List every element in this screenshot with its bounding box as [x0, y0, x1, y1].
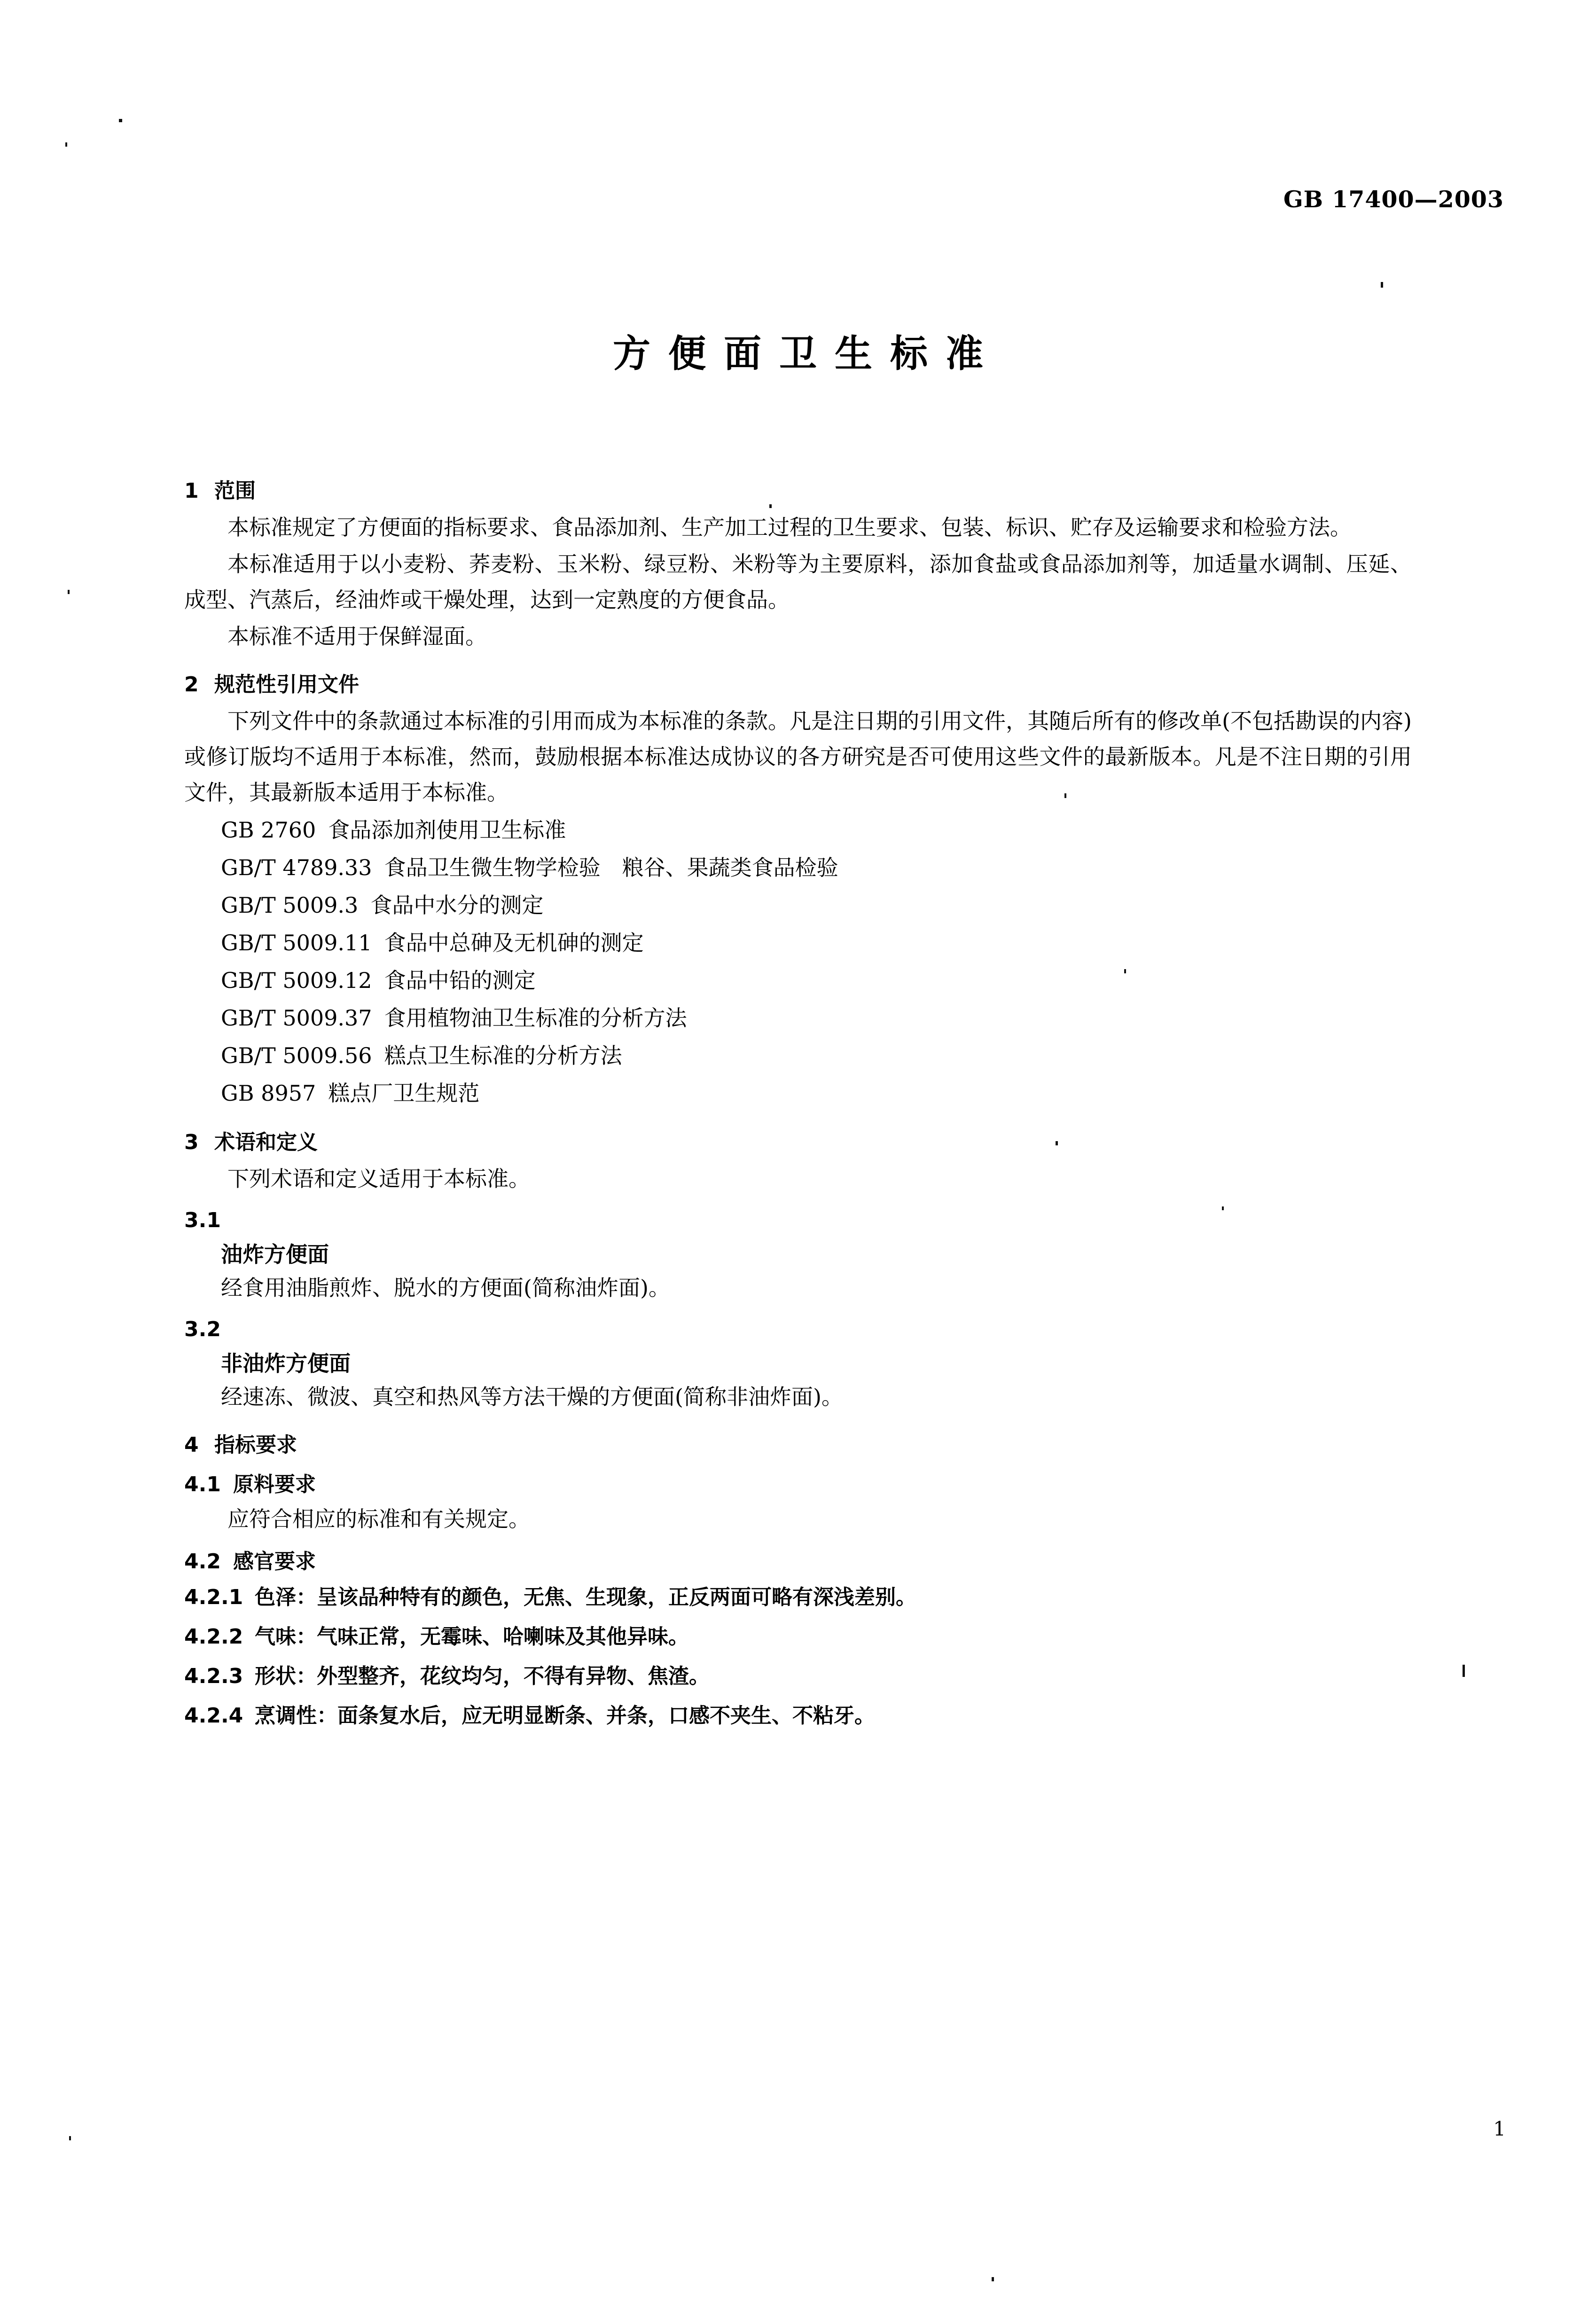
clause-number: 4.2.4	[184, 1704, 243, 1728]
section-heading-4	[184, 1431, 1412, 1460]
reference-item	[184, 811, 1412, 849]
reference-code: GB/T 5009.56	[221, 1043, 372, 1068]
section-1-paragraph-2: 本标准适用于以小麦粉、荞麦粉、玉米粉、绿豆粉、米粉等为主要原料，添加食盐或食品添加剂等，加适量水调制、压延、成型、汽蒸后，经油炸或干燥处理，达到一定熟度的方便食品。	[184, 551, 1412, 612]
clause-text: 色泽：呈该品种特有的颜色，无焦、生现象，正反两面可略有深浅差别。	[255, 1585, 916, 1609]
section-number-1: 1	[184, 479, 199, 503]
reference-title: 食品添加剂使用卫生标准	[328, 817, 566, 843]
reference-item	[184, 1074, 1412, 1112]
document-body	[184, 461, 1412, 1734]
term-label-3-2: 非油炸方便面	[221, 1351, 351, 1376]
reference-code: GB/T 5009.11	[221, 930, 372, 955]
reference-code: GB/T 5009.37	[221, 1005, 372, 1031]
term-definition-3-1: 经食用油脂煎炸、脱水的方便面(简称油炸面)。	[221, 1275, 670, 1300]
reference-title: 糕点卫生标准的分析方法	[384, 1043, 622, 1068]
reference-item	[184, 849, 1412, 886]
clause-number: 4.2.1	[184, 1585, 243, 1609]
scan-speck	[65, 142, 67, 147]
reference-item	[184, 1037, 1412, 1074]
subsection-title-4-1: 原料要求	[233, 1472, 316, 1496]
subsection-heading-4-1	[184, 1470, 1412, 1499]
subsection-number-4-2: 4.2	[184, 1550, 221, 1574]
section-1-paragraph-1: 本标准规定了方便面的指标要求、食品添加剂、生产加工过程的卫生要求、包装、标识、贮存及运输要求和检验方法。	[227, 515, 1352, 540]
subsection-number-4-1: 4.1	[184, 1472, 221, 1496]
reference-code: GB 2760	[221, 817, 316, 843]
section-heading-2	[184, 670, 1412, 699]
reference-title: 食品中铅的测定	[384, 968, 536, 993]
reference-code: GB/T 4789.33	[221, 855, 372, 880]
clause-number-3-1: 3.1	[184, 1208, 221, 1232]
section-number-4: 4	[184, 1433, 199, 1457]
clause-number: 4.2.3	[184, 1664, 243, 1688]
section-heading-1	[184, 477, 1412, 506]
clause-number: 4.2.2	[184, 1625, 243, 1649]
scan-speck	[119, 119, 122, 122]
section-title-4: 指标要求	[214, 1433, 297, 1457]
clause-text: 形状：外型整齐，花纹均匀，不得有异物、焦渣。	[255, 1664, 710, 1688]
standard-code-header: GB 17400—2003	[1283, 186, 1504, 213]
section-title-3: 术语和定义	[214, 1130, 318, 1154]
term-definition-3-2: 经速冻、微波、真空和热风等方法干燥的方便面(简称非油炸面)。	[221, 1384, 843, 1409]
subsection-4-1-paragraph: 应符合相应的标准和有关规定。	[227, 1506, 530, 1532]
scan-speck	[1463, 1665, 1465, 1677]
scan-speck	[69, 2136, 71, 2140]
clause-item-4-2-1	[184, 1579, 1412, 1616]
subsection-title-4-2: 感官要求	[233, 1550, 316, 1574]
section-3-paragraph-1: 下列术语和定义适用于本标准。	[227, 1166, 530, 1191]
section-title-2: 规范性引用文件	[214, 673, 359, 697]
clause-text: 气味：气味正常，无霉味、哈喇味及其他异味。	[255, 1625, 689, 1649]
section-title-1: 范围	[214, 479, 256, 503]
section-1-paragraph-3: 本标准不适用于保鲜湿面。	[227, 624, 487, 649]
reference-item	[184, 999, 1412, 1037]
reference-item	[184, 924, 1412, 962]
scan-speck	[1381, 282, 1383, 288]
page-title: 方便面卫生标准	[613, 332, 1001, 376]
scan-speck	[68, 590, 70, 594]
reference-title: 食品卫生微生物学检验 粮谷、果蔬类食品检验	[384, 855, 838, 880]
section-number-2: 2	[184, 673, 199, 697]
clause-text: 烹调性：面条复水后，应无明显断条、并条，口感不夹生、不粘牙。	[255, 1704, 875, 1728]
reference-code: GB/T 5009.12	[221, 968, 372, 993]
clause-item-4-2-2	[184, 1619, 1412, 1655]
reference-item	[184, 962, 1412, 999]
clause-number-3-2: 3.2	[184, 1317, 221, 1341]
reference-item	[184, 886, 1412, 924]
section-number-3: 3	[184, 1130, 199, 1154]
reference-code: GB/T 5009.3	[221, 893, 359, 918]
subsection-heading-4-2	[184, 1547, 1412, 1576]
scan-speck	[992, 2277, 994, 2281]
reference-title: 食品中水分的测定	[370, 893, 544, 918]
clause-item-4-2-4	[184, 1698, 1412, 1734]
reference-title: 食品中总砷及无机砷的测定	[384, 930, 644, 955]
clause-item-4-2-3	[184, 1658, 1412, 1695]
reference-title: 食用植物油卫生标准的分析方法	[384, 1005, 687, 1031]
reference-title: 糕点厂卫生规范	[328, 1081, 480, 1106]
section-heading-3	[184, 1128, 1412, 1157]
section-2-paragraph-1: 下列文件中的条款通过本标准的引用而成为本标准的条款。凡是注日期的引用文件，其随后所有的修改单(不包括勘误的内容)或修订版均不适用于本标准，然而，鼓励根据本标准达成协议的各方研究是否可使用这些文件的最新版本。凡是不注日期的引用文件，其最新版本适用于本标准。	[184, 708, 1412, 805]
term-label-3-1: 油炸方便面	[221, 1242, 329, 1267]
page-number: 1	[1493, 2117, 1506, 2140]
reference-code: GB 8957	[221, 1081, 316, 1106]
